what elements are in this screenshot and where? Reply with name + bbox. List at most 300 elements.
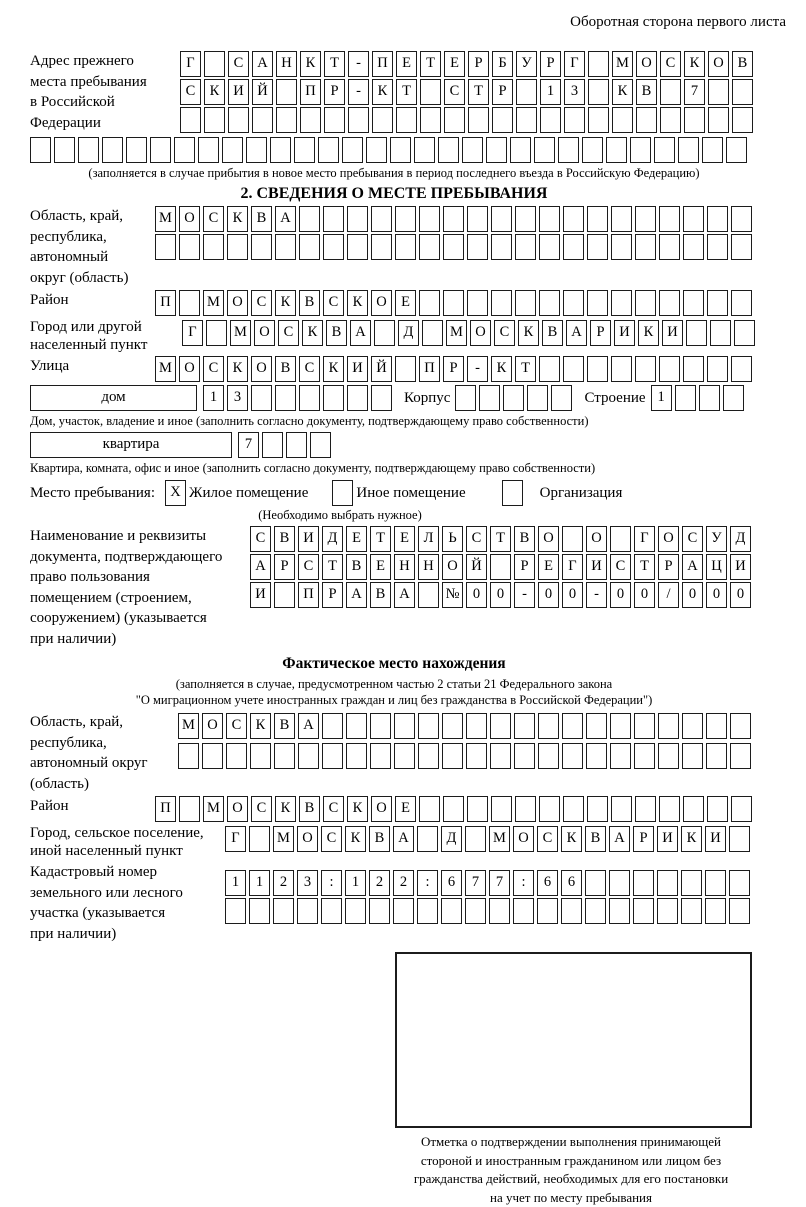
char-cell[interactable] (419, 206, 440, 232)
char-cell[interactable] (419, 234, 440, 260)
char-cell[interactable]: О (297, 826, 318, 852)
char-cell[interactable]: П (300, 79, 321, 105)
char-cell[interactable]: П (372, 51, 393, 77)
char-cell[interactable]: М (446, 320, 467, 346)
char-cell[interactable] (587, 356, 608, 382)
char-cell[interactable] (321, 898, 342, 924)
char-cell[interactable]: Р (468, 51, 489, 77)
char-cell[interactable] (225, 898, 246, 924)
char-cell[interactable] (342, 137, 363, 163)
char-cell[interactable]: Т (468, 79, 489, 105)
char-cell[interactable] (275, 234, 296, 260)
char-cell[interactable]: В (542, 320, 563, 346)
char-cell[interactable] (294, 137, 315, 163)
char-cell[interactable] (514, 743, 535, 769)
char-cell[interactable] (468, 107, 489, 133)
char-cell[interactable] (527, 385, 548, 411)
char-cell[interactable] (422, 320, 443, 346)
char-cell[interactable]: О (371, 796, 392, 822)
char-cell[interactable]: В (514, 526, 535, 552)
char-cell[interactable] (467, 290, 488, 316)
char-cell[interactable]: В (369, 826, 390, 852)
char-cell[interactable]: С (466, 526, 487, 552)
char-cell[interactable]: С (250, 526, 271, 552)
char-cell[interactable]: М (203, 290, 224, 316)
char-cell[interactable] (438, 137, 459, 163)
char-cell[interactable] (630, 137, 651, 163)
char-cell[interactable] (611, 290, 632, 316)
char-cell[interactable]: Г (562, 554, 583, 580)
char-cell[interactable] (610, 743, 631, 769)
char-cell[interactable]: 0 (634, 582, 655, 608)
char-cell[interactable]: П (155, 796, 176, 822)
district-row[interactable] (155, 290, 755, 316)
char-cell[interactable]: 7 (238, 432, 259, 458)
char-cell[interactable]: К (684, 51, 705, 77)
char-cell[interactable] (179, 234, 200, 260)
char-cell[interactable] (395, 206, 416, 232)
char-cell[interactable] (251, 385, 272, 411)
char-cell[interactable] (705, 898, 726, 924)
char-cell[interactable]: 0 (562, 582, 583, 608)
char-cell[interactable]: Е (346, 526, 367, 552)
char-cell[interactable]: С (323, 290, 344, 316)
char-cell[interactable] (515, 234, 536, 260)
char-cell[interactable]: О (202, 713, 223, 739)
char-cell[interactable]: 3 (564, 79, 585, 105)
char-cell[interactable]: М (178, 713, 199, 739)
char-cell[interactable]: Р (443, 356, 464, 382)
char-cell[interactable] (250, 743, 271, 769)
char-cell[interactable] (370, 713, 391, 739)
char-cell[interactable] (443, 206, 464, 232)
char-cell[interactable] (654, 137, 675, 163)
char-cell[interactable]: 6 (441, 870, 462, 896)
char-cell[interactable]: К (491, 356, 512, 382)
char-cell[interactable] (502, 480, 523, 506)
char-cell[interactable] (226, 743, 247, 769)
char-cell[interactable] (699, 385, 720, 411)
char-cell[interactable]: У (516, 51, 537, 77)
char-cell[interactable]: Р (658, 554, 679, 580)
char-cell[interactable] (634, 713, 655, 739)
char-cell[interactable] (394, 743, 415, 769)
char-cell[interactable] (274, 582, 295, 608)
char-cell[interactable] (710, 320, 731, 346)
char-cell[interactable] (274, 743, 295, 769)
char-cell[interactable]: 0 (610, 582, 631, 608)
char-cell[interactable]: О (442, 554, 463, 580)
char-cell[interactable] (681, 870, 702, 896)
char-cell[interactable]: Г (180, 51, 201, 77)
char-cell[interactable]: Е (395, 290, 416, 316)
house-number-cells[interactable] (203, 385, 395, 411)
char-cell[interactable] (683, 206, 704, 232)
char-cell[interactable] (538, 713, 559, 739)
char-cell[interactable] (442, 713, 463, 739)
char-cell[interactable]: А (275, 206, 296, 232)
char-cell[interactable]: К (227, 356, 248, 382)
char-cell[interactable] (347, 385, 368, 411)
char-cell[interactable] (251, 234, 272, 260)
char-cell[interactable] (366, 137, 387, 163)
char-cell[interactable]: 7 (684, 79, 705, 105)
stay-type-checkbox-residential[interactable] (165, 480, 189, 506)
char-cell[interactable]: С (323, 796, 344, 822)
char-cell[interactable] (582, 137, 603, 163)
char-cell[interactable] (178, 743, 199, 769)
char-cell[interactable] (538, 743, 559, 769)
char-cell[interactable] (611, 796, 632, 822)
char-cell[interactable]: 0 (730, 582, 751, 608)
char-cell[interactable]: Г (634, 526, 655, 552)
char-cell[interactable]: Г (225, 826, 246, 852)
char-cell[interactable] (204, 107, 225, 133)
char-cell[interactable] (395, 234, 416, 260)
char-cell[interactable] (635, 796, 656, 822)
char-cell[interactable] (726, 137, 747, 163)
char-cell[interactable] (369, 898, 390, 924)
char-cell[interactable] (633, 870, 654, 896)
char-cell[interactable]: В (299, 290, 320, 316)
char-cell[interactable]: : (513, 870, 534, 896)
char-cell[interactable]: 7 (489, 870, 510, 896)
char-cell[interactable] (562, 526, 583, 552)
char-cell[interactable]: Р (322, 582, 343, 608)
char-cell[interactable] (490, 713, 511, 739)
char-cell[interactable] (564, 107, 585, 133)
char-cell[interactable] (657, 870, 678, 896)
char-cell[interactable]: В (732, 51, 753, 77)
char-cell[interactable]: Р (324, 79, 345, 105)
char-cell[interactable] (551, 385, 572, 411)
char-cell[interactable] (78, 137, 99, 163)
char-cell[interactable]: 1 (225, 870, 246, 896)
char-cell[interactable]: О (658, 526, 679, 552)
char-cell[interactable] (730, 743, 751, 769)
char-cell[interactable]: К (347, 796, 368, 822)
char-cell[interactable] (323, 206, 344, 232)
char-cell[interactable] (346, 713, 367, 739)
char-cell[interactable] (286, 432, 307, 458)
char-cell[interactable] (683, 796, 704, 822)
char-cell[interactable] (729, 870, 750, 896)
char-cell[interactable] (513, 898, 534, 924)
char-cell[interactable] (585, 870, 606, 896)
char-cell[interactable] (534, 137, 555, 163)
char-cell[interactable]: Е (396, 51, 417, 77)
char-cell[interactable] (732, 107, 753, 133)
cadastral-row-1[interactable] (225, 870, 753, 896)
char-cell[interactable] (683, 290, 704, 316)
char-cell[interactable] (707, 356, 728, 382)
prev-address-row-3[interactable] (180, 107, 756, 133)
char-cell[interactable]: К (612, 79, 633, 105)
char-cell[interactable]: В (636, 79, 657, 105)
char-cell[interactable]: Т (324, 51, 345, 77)
char-cell[interactable]: И (347, 356, 368, 382)
char-cell[interactable]: Ь (442, 526, 463, 552)
char-cell[interactable] (444, 107, 465, 133)
char-cell[interactable] (465, 898, 486, 924)
char-cell[interactable]: А (393, 826, 414, 852)
char-cell[interactable] (678, 137, 699, 163)
char-cell[interactable]: И (250, 582, 271, 608)
char-cell[interactable]: Р (274, 554, 295, 580)
char-cell[interactable] (443, 290, 464, 316)
char-cell[interactable] (686, 320, 707, 346)
stroenie-cells[interactable] (651, 385, 747, 411)
char-cell[interactable] (467, 206, 488, 232)
char-cell[interactable] (539, 234, 560, 260)
char-cell[interactable] (490, 554, 511, 580)
char-cell[interactable] (635, 356, 656, 382)
city-row[interactable] (182, 320, 758, 346)
char-cell[interactable] (515, 206, 536, 232)
char-cell[interactable]: 3 (227, 385, 248, 411)
char-cell[interactable]: 2 (393, 870, 414, 896)
char-cell[interactable] (658, 713, 679, 739)
char-cell[interactable] (419, 290, 440, 316)
char-cell[interactable]: О (227, 290, 248, 316)
char-cell[interactable]: С (203, 356, 224, 382)
char-cell[interactable]: Е (394, 526, 415, 552)
char-cell[interactable] (707, 290, 728, 316)
cadastral-row-2[interactable] (225, 898, 753, 924)
street-row[interactable] (155, 356, 755, 382)
char-cell[interactable] (390, 137, 411, 163)
char-cell[interactable] (732, 79, 753, 105)
char-cell[interactable] (276, 107, 297, 133)
char-cell[interactable] (729, 826, 750, 852)
char-cell[interactable] (587, 234, 608, 260)
actual-district-row[interactable] (155, 796, 755, 822)
char-cell[interactable] (731, 234, 752, 260)
char-cell[interactable] (588, 107, 609, 133)
char-cell[interactable] (633, 898, 654, 924)
char-cell[interactable] (585, 898, 606, 924)
char-cell[interactable] (659, 356, 680, 382)
char-cell[interactable] (610, 526, 631, 552)
char-cell[interactable] (204, 51, 225, 77)
char-cell[interactable] (658, 743, 679, 769)
char-cell[interactable] (563, 356, 584, 382)
document-row-1[interactable] (250, 526, 754, 552)
char-cell[interactable] (675, 385, 696, 411)
char-cell[interactable] (393, 898, 414, 924)
char-cell[interactable]: С (203, 206, 224, 232)
char-cell[interactable] (588, 79, 609, 105)
char-cell[interactable]: № (442, 582, 463, 608)
char-cell[interactable]: И (228, 79, 249, 105)
char-cell[interactable] (297, 898, 318, 924)
char-cell[interactable]: М (155, 206, 176, 232)
char-cell[interactable] (396, 107, 417, 133)
char-cell[interactable]: 6 (561, 870, 582, 896)
char-cell[interactable]: Д (441, 826, 462, 852)
char-cell[interactable] (102, 137, 123, 163)
char-cell[interactable] (707, 206, 728, 232)
char-cell[interactable] (537, 898, 558, 924)
stay-type-checkbox-other[interactable] (332, 480, 356, 506)
house-type-box[interactable]: дом (30, 385, 197, 411)
char-cell[interactable] (706, 743, 727, 769)
char-cell[interactable] (323, 234, 344, 260)
char-cell[interactable]: Е (444, 51, 465, 77)
char-cell[interactable]: В (274, 713, 295, 739)
region-row-1[interactable] (155, 206, 755, 232)
char-cell[interactable] (558, 137, 579, 163)
char-cell[interactable]: У (706, 526, 727, 552)
char-cell[interactable] (516, 79, 537, 105)
char-cell[interactable]: Л (418, 526, 439, 552)
char-cell[interactable] (262, 432, 283, 458)
char-cell[interactable] (489, 898, 510, 924)
char-cell[interactable] (418, 582, 439, 608)
char-cell[interactable] (227, 234, 248, 260)
char-cell[interactable]: 1 (249, 870, 270, 896)
char-cell[interactable] (394, 713, 415, 739)
char-cell[interactable] (179, 290, 200, 316)
char-cell[interactable]: Т (370, 526, 391, 552)
char-cell[interactable] (299, 206, 320, 232)
char-cell[interactable] (516, 107, 537, 133)
char-cell[interactable] (708, 107, 729, 133)
char-cell[interactable]: 0 (538, 582, 559, 608)
char-cell[interactable]: К (275, 796, 296, 822)
char-cell[interactable]: П (298, 582, 319, 608)
char-cell[interactable] (563, 206, 584, 232)
prev-address-row-1[interactable] (180, 51, 756, 77)
char-cell[interactable] (54, 137, 75, 163)
char-cell[interactable]: С (660, 51, 681, 77)
char-cell[interactable]: Й (466, 554, 487, 580)
char-cell[interactable] (332, 480, 353, 506)
char-cell[interactable]: О (538, 526, 559, 552)
char-cell[interactable] (606, 137, 627, 163)
char-cell[interactable]: Й (252, 79, 273, 105)
char-cell[interactable] (273, 898, 294, 924)
char-cell[interactable] (562, 743, 583, 769)
char-cell[interactable] (455, 385, 476, 411)
char-cell[interactable] (659, 206, 680, 232)
char-cell[interactable]: С (494, 320, 515, 346)
char-cell[interactable] (443, 234, 464, 260)
char-cell[interactable]: А (346, 582, 367, 608)
char-cell[interactable] (180, 107, 201, 133)
char-cell[interactable]: Р (492, 79, 513, 105)
char-cell[interactable] (539, 796, 560, 822)
char-cell[interactable] (611, 234, 632, 260)
char-cell[interactable] (252, 107, 273, 133)
char-cell[interactable] (479, 385, 500, 411)
char-cell[interactable] (276, 79, 297, 105)
char-cell[interactable]: Б (492, 51, 513, 77)
char-cell[interactable] (514, 713, 535, 739)
char-cell[interactable]: О (179, 356, 200, 382)
char-cell[interactable] (731, 290, 752, 316)
char-cell[interactable] (174, 137, 195, 163)
char-cell[interactable] (731, 356, 752, 382)
char-cell[interactable]: Н (418, 554, 439, 580)
char-cell[interactable] (562, 713, 583, 739)
char-cell[interactable] (563, 796, 584, 822)
char-cell[interactable] (610, 713, 631, 739)
char-cell[interactable]: О (179, 206, 200, 232)
char-cell[interactable] (299, 385, 320, 411)
char-cell[interactable]: - (467, 356, 488, 382)
char-cell[interactable] (492, 107, 513, 133)
char-cell[interactable] (300, 107, 321, 133)
char-cell[interactable]: М (273, 826, 294, 852)
char-cell[interactable] (682, 713, 703, 739)
char-cell[interactable]: М (155, 356, 176, 382)
char-cell[interactable] (730, 713, 751, 739)
char-cell[interactable]: Р (590, 320, 611, 346)
char-cell[interactable]: С (682, 526, 703, 552)
char-cell[interactable] (612, 107, 633, 133)
char-cell[interactable]: Д (398, 320, 419, 346)
char-cell[interactable] (206, 320, 227, 346)
char-cell[interactable] (705, 870, 726, 896)
char-cell[interactable]: К (250, 713, 271, 739)
char-cell[interactable]: - (348, 79, 369, 105)
char-cell[interactable]: С (610, 554, 631, 580)
char-cell[interactable] (707, 234, 728, 260)
char-cell[interactable] (228, 107, 249, 133)
char-cell[interactable]: Т (490, 526, 511, 552)
char-cell[interactable]: Ц (706, 554, 727, 580)
char-cell[interactable]: Й (371, 356, 392, 382)
char-cell[interactable]: А (250, 554, 271, 580)
char-cell[interactable] (374, 320, 395, 346)
apartment-number-cells[interactable] (238, 432, 334, 458)
char-cell[interactable] (682, 743, 703, 769)
char-cell[interactable] (731, 206, 752, 232)
char-cell[interactable]: В (346, 554, 367, 580)
char-cell[interactable]: К (681, 826, 702, 852)
char-cell[interactable] (441, 898, 462, 924)
char-cell[interactable]: С (537, 826, 558, 852)
char-cell[interactable] (587, 206, 608, 232)
char-cell[interactable]: : (417, 870, 438, 896)
char-cell[interactable]: А (350, 320, 371, 346)
char-cell[interactable]: - (514, 582, 535, 608)
char-cell[interactable] (322, 713, 343, 739)
char-cell[interactable]: К (372, 79, 393, 105)
char-cell[interactable]: С (226, 713, 247, 739)
char-cell[interactable] (634, 743, 655, 769)
char-cell[interactable]: И (298, 526, 319, 552)
char-cell[interactable] (347, 206, 368, 232)
char-cell[interactable] (563, 234, 584, 260)
region-row-2[interactable] (155, 234, 755, 260)
char-cell[interactable]: 2 (273, 870, 294, 896)
char-cell[interactable]: А (609, 826, 630, 852)
char-cell[interactable] (660, 79, 681, 105)
korpus-cells[interactable] (455, 385, 575, 411)
char-cell[interactable] (609, 870, 630, 896)
char-cell[interactable] (371, 385, 392, 411)
char-cell[interactable] (490, 743, 511, 769)
char-cell[interactable]: К (275, 290, 296, 316)
char-cell[interactable] (346, 743, 367, 769)
char-cell[interactable] (150, 137, 171, 163)
char-cell[interactable] (371, 234, 392, 260)
char-cell[interactable]: Т (634, 554, 655, 580)
char-cell[interactable]: О (513, 826, 534, 852)
char-cell[interactable]: В (585, 826, 606, 852)
